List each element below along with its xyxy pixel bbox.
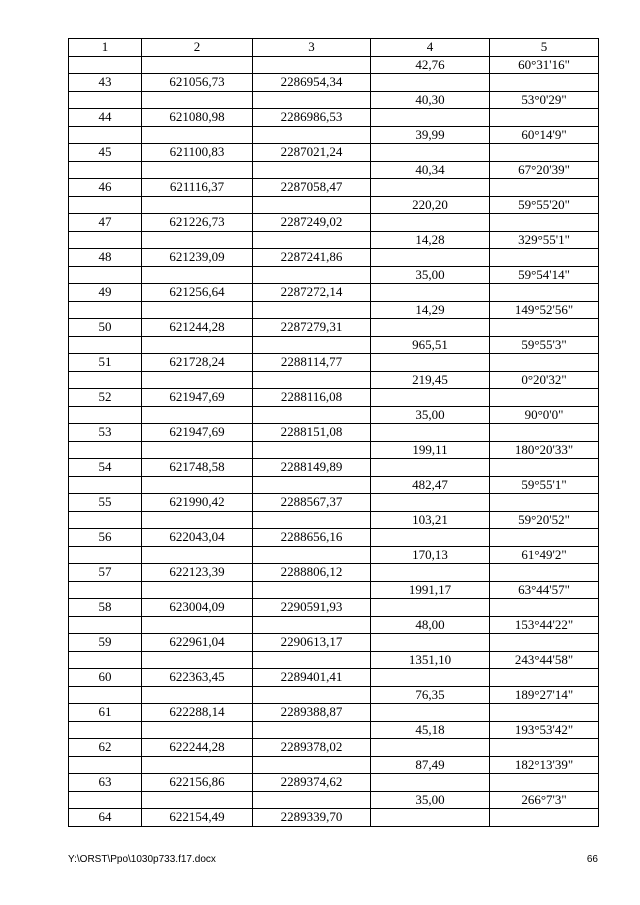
segment-row: [69, 231, 599, 249]
coord-x: 621947,69: [142, 389, 253, 407]
empty-cell: [253, 756, 371, 774]
point-row: [69, 249, 599, 267]
empty-cell: [253, 406, 371, 424]
coord-y: 2288151,08: [253, 424, 371, 442]
empty-cell: [142, 406, 253, 424]
point-number: 50: [69, 319, 142, 337]
coord-y: 2288567,37: [253, 494, 371, 512]
coord-x: 621728,24: [142, 354, 253, 372]
segment-angle: 189°27'14": [490, 686, 599, 704]
empty-cell: [490, 704, 599, 722]
segment-angle: 329°55'1": [490, 231, 599, 249]
empty-cell: [490, 529, 599, 547]
point-row: [69, 74, 599, 92]
point-number: 62: [69, 739, 142, 757]
coord-x: 622123,39: [142, 564, 253, 582]
empty-cell: [371, 389, 490, 407]
empty-cell: [69, 511, 142, 529]
segment-length: 965,51: [371, 336, 490, 354]
segment-row: [69, 371, 599, 389]
segment-length: 42,76: [371, 56, 490, 74]
coord-y: 2288656,16: [253, 529, 371, 547]
segment-row: [69, 301, 599, 319]
point-row: [69, 634, 599, 652]
empty-cell: [371, 74, 490, 92]
coord-x: 622244,28: [142, 739, 253, 757]
point-row: [69, 144, 599, 162]
coord-x: 621226,73: [142, 214, 253, 232]
empty-cell: [69, 616, 142, 634]
segment-row: [69, 406, 599, 424]
point-number: 63: [69, 774, 142, 792]
point-number: 52: [69, 389, 142, 407]
point-number: 53: [69, 424, 142, 442]
coord-y: 2288149,89: [253, 459, 371, 477]
empty-cell: [490, 494, 599, 512]
empty-cell: [69, 651, 142, 669]
point-row: [69, 319, 599, 337]
segment-row: [69, 581, 599, 599]
empty-cell: [490, 669, 599, 687]
coord-y: 2290613,17: [253, 634, 371, 652]
empty-cell: [371, 109, 490, 127]
coord-x: 622363,45: [142, 669, 253, 687]
segment-row: [69, 756, 599, 774]
coord-y: 2287279,31: [253, 319, 371, 337]
empty-cell: [142, 371, 253, 389]
segment-length: 48,00: [371, 616, 490, 634]
empty-cell: [371, 354, 490, 372]
coord-x: 621056,73: [142, 74, 253, 92]
coordinates-table: [68, 38, 599, 827]
segment-length: 35,00: [371, 791, 490, 809]
segment-angle: 53°0'29": [490, 91, 599, 109]
segment-angle: 59°20'52": [490, 511, 599, 529]
empty-cell: [69, 91, 142, 109]
empty-cell: [142, 511, 253, 529]
segment-angle: 193°53'42": [490, 721, 599, 739]
segment-angle: 60°31'16": [490, 56, 599, 74]
empty-cell: [371, 739, 490, 757]
coord-y: 2289401,41: [253, 669, 371, 687]
point-row: [69, 109, 599, 127]
empty-cell: [371, 459, 490, 477]
empty-cell: [142, 91, 253, 109]
point-number: 46: [69, 179, 142, 197]
empty-cell: [371, 424, 490, 442]
empty-cell: [371, 284, 490, 302]
empty-cell: [142, 161, 253, 179]
coord-x: 621239,09: [142, 249, 253, 267]
point-number: 43: [69, 74, 142, 92]
empty-cell: [69, 406, 142, 424]
header-cell-1: 1: [69, 39, 142, 57]
point-number: 61: [69, 704, 142, 722]
empty-cell: [69, 686, 142, 704]
empty-cell: [69, 756, 142, 774]
segment-length: 45,18: [371, 721, 490, 739]
empty-cell: [371, 144, 490, 162]
segment-row: [69, 791, 599, 809]
segment-angle: 59°55'1": [490, 476, 599, 494]
coord-x: 622043,04: [142, 529, 253, 547]
empty-cell: [253, 511, 371, 529]
empty-cell: [371, 704, 490, 722]
point-number: 57: [69, 564, 142, 582]
empty-cell: [142, 336, 253, 354]
empty-cell: [253, 266, 371, 284]
point-row: [69, 284, 599, 302]
empty-cell: [253, 161, 371, 179]
coord-y: 2287021,24: [253, 144, 371, 162]
point-row: [69, 529, 599, 547]
point-row: [69, 704, 599, 722]
coord-x: 621080,98: [142, 109, 253, 127]
segment-row: [69, 441, 599, 459]
empty-cell: [142, 721, 253, 739]
table-body: [69, 56, 599, 826]
empty-cell: [253, 546, 371, 564]
empty-cell: [371, 809, 490, 827]
segment-row: [69, 476, 599, 494]
coord-y: 2287249,02: [253, 214, 371, 232]
point-number: 58: [69, 599, 142, 617]
empty-cell: [490, 249, 599, 267]
segment-length: 1991,17: [371, 581, 490, 599]
segment-angle: 90°0'0": [490, 406, 599, 424]
empty-cell: [69, 266, 142, 284]
coord-y: 2286986,53: [253, 109, 371, 127]
coord-x: 621947,69: [142, 424, 253, 442]
point-number: 55: [69, 494, 142, 512]
empty-cell: [253, 476, 371, 494]
coord-x: 622961,04: [142, 634, 253, 652]
empty-cell: [490, 74, 599, 92]
empty-cell: [490, 179, 599, 197]
coord-y: 2289378,02: [253, 739, 371, 757]
empty-cell: [69, 161, 142, 179]
point-row: [69, 214, 599, 232]
point-number: 64: [69, 809, 142, 827]
segment-angle: 60°14'9": [490, 126, 599, 144]
empty-cell: [490, 774, 599, 792]
point-number: 54: [69, 459, 142, 477]
empty-cell: [142, 56, 253, 74]
segment-length: 39,99: [371, 126, 490, 144]
segment-row: [69, 336, 599, 354]
segment-row: [69, 91, 599, 109]
point-row: [69, 354, 599, 372]
coord-y: 2290591,93: [253, 599, 371, 617]
segment-angle: 149°52'56": [490, 301, 599, 319]
empty-cell: [142, 231, 253, 249]
segment-row: [69, 266, 599, 284]
point-row: [69, 564, 599, 582]
segment-row: [69, 546, 599, 564]
coord-y: 2289374,62: [253, 774, 371, 792]
segment-length: 35,00: [371, 266, 490, 284]
empty-cell: [371, 494, 490, 512]
point-row: [69, 179, 599, 197]
empty-cell: [253, 616, 371, 634]
empty-cell: [490, 634, 599, 652]
segment-angle: 59°55'3": [490, 336, 599, 354]
empty-cell: [142, 196, 253, 214]
empty-cell: [142, 581, 253, 599]
empty-cell: [371, 249, 490, 267]
segment-length: 14,29: [371, 301, 490, 319]
segment-length: 199,11: [371, 441, 490, 459]
point-row: [69, 669, 599, 687]
empty-cell: [490, 809, 599, 827]
segment-row: [69, 651, 599, 669]
empty-cell: [490, 739, 599, 757]
empty-cell: [371, 774, 490, 792]
empty-cell: [371, 319, 490, 337]
segment-length: 219,45: [371, 371, 490, 389]
empty-cell: [371, 564, 490, 582]
empty-cell: [142, 441, 253, 459]
coord-y: 2289339,70: [253, 809, 371, 827]
empty-cell: [490, 424, 599, 442]
coord-y: 2289388,87: [253, 704, 371, 722]
empty-cell: [253, 301, 371, 319]
coord-y: 2287272,14: [253, 284, 371, 302]
empty-cell: [142, 616, 253, 634]
point-number: 60: [69, 669, 142, 687]
coord-x: 621100,83: [142, 144, 253, 162]
segment-length: 40,34: [371, 161, 490, 179]
coord-y: 2287241,86: [253, 249, 371, 267]
header-cell-3: 3: [253, 39, 371, 57]
segment-length: 35,00: [371, 406, 490, 424]
segment-angle: 63°44'57": [490, 581, 599, 599]
segment-row: [69, 721, 599, 739]
empty-cell: [69, 231, 142, 249]
empty-cell: [490, 564, 599, 582]
empty-cell: [69, 476, 142, 494]
empty-cell: [253, 721, 371, 739]
empty-cell: [253, 791, 371, 809]
point-number: 48: [69, 249, 142, 267]
empty-cell: [69, 56, 142, 74]
header-cell-5: 5: [490, 39, 599, 57]
segment-angle: 61°49'2": [490, 546, 599, 564]
segment-angle: 59°55'20": [490, 196, 599, 214]
segment-length: 87,49: [371, 756, 490, 774]
coord-x: 621748,58: [142, 459, 253, 477]
empty-cell: [253, 371, 371, 389]
empty-cell: [490, 109, 599, 127]
empty-cell: [371, 214, 490, 232]
empty-cell: [490, 214, 599, 232]
point-row: [69, 599, 599, 617]
segment-length: 14,28: [371, 231, 490, 249]
empty-cell: [142, 651, 253, 669]
coord-x: 622154,49: [142, 809, 253, 827]
point-row: [69, 424, 599, 442]
empty-cell: [142, 686, 253, 704]
segment-length: 170,13: [371, 546, 490, 564]
segment-row: [69, 161, 599, 179]
empty-cell: [253, 91, 371, 109]
empty-cell: [371, 634, 490, 652]
coord-x: 621116,37: [142, 179, 253, 197]
segment-row: [69, 686, 599, 704]
segment-length: 103,21: [371, 511, 490, 529]
segment-angle: 182°13'39": [490, 756, 599, 774]
empty-cell: [69, 546, 142, 564]
segment-row: [69, 511, 599, 529]
segment-angle: 266°7'3": [490, 791, 599, 809]
empty-cell: [253, 581, 371, 599]
empty-cell: [371, 599, 490, 617]
segment-angle: 67°20'39": [490, 161, 599, 179]
coord-x: 621990,42: [142, 494, 253, 512]
empty-cell: [142, 791, 253, 809]
coord-x: 621244,28: [142, 319, 253, 337]
point-number: 45: [69, 144, 142, 162]
header-cell-4: 4: [371, 39, 490, 57]
point-number: 59: [69, 634, 142, 652]
point-number: 51: [69, 354, 142, 372]
empty-cell: [371, 669, 490, 687]
segment-length: 1351,10: [371, 651, 490, 669]
empty-cell: [490, 354, 599, 372]
empty-cell: [69, 441, 142, 459]
coord-y: 2286954,34: [253, 74, 371, 92]
segment-angle: 243°44'58": [490, 651, 599, 669]
empty-cell: [490, 144, 599, 162]
coord-y: 2288116,08: [253, 389, 371, 407]
empty-cell: [253, 651, 371, 669]
segment-length: 220,20: [371, 196, 490, 214]
empty-cell: [371, 179, 490, 197]
segment-row: [69, 196, 599, 214]
point-number: 56: [69, 529, 142, 547]
segment-row: [69, 126, 599, 144]
empty-cell: [490, 319, 599, 337]
empty-cell: [69, 196, 142, 214]
empty-cell: [142, 476, 253, 494]
segment-angle: 59°54'14": [490, 266, 599, 284]
segment-length: 40,30: [371, 91, 490, 109]
empty-cell: [142, 266, 253, 284]
empty-cell: [371, 529, 490, 547]
empty-cell: [253, 126, 371, 144]
file-path: Y:\ORST\Ppo\1030p733.f17.docx: [68, 854, 216, 865]
header-row: [69, 39, 599, 57]
page-number: 66: [586, 854, 598, 865]
empty-cell: [69, 301, 142, 319]
point-row: [69, 739, 599, 757]
header-cell-2: 2: [142, 39, 253, 57]
empty-cell: [253, 196, 371, 214]
coord-x: 622156,86: [142, 774, 253, 792]
empty-cell: [69, 791, 142, 809]
segment-length: 482,47: [371, 476, 490, 494]
empty-cell: [490, 599, 599, 617]
empty-cell: [69, 721, 142, 739]
segment-row: [69, 616, 599, 634]
empty-cell: [142, 126, 253, 144]
empty-cell: [253, 336, 371, 354]
point-row: [69, 774, 599, 792]
point-row: [69, 389, 599, 407]
empty-cell: [69, 126, 142, 144]
point-row: [69, 459, 599, 477]
segment-length: 76,35: [371, 686, 490, 704]
coord-y: 2288806,12: [253, 564, 371, 582]
empty-cell: [69, 581, 142, 599]
empty-cell: [142, 546, 253, 564]
empty-cell: [69, 336, 142, 354]
coord-y: 2287058,47: [253, 179, 371, 197]
empty-cell: [142, 756, 253, 774]
segment-angle: 0°20'32": [490, 371, 599, 389]
point-number: 49: [69, 284, 142, 302]
empty-cell: [142, 301, 253, 319]
coord-x: 621256,64: [142, 284, 253, 302]
point-row: [69, 494, 599, 512]
empty-cell: [490, 389, 599, 407]
point-number: 44: [69, 109, 142, 127]
empty-cell: [253, 441, 371, 459]
empty-cell: [490, 284, 599, 302]
empty-cell: [253, 231, 371, 249]
coord-x: 622288,14: [142, 704, 253, 722]
segment-angle: 180°20'33": [490, 441, 599, 459]
empty-cell: [253, 686, 371, 704]
coord-x: 623004,09: [142, 599, 253, 617]
point-row: [69, 809, 599, 827]
segment-row: [69, 56, 599, 74]
segment-angle: 153°44'22": [490, 616, 599, 634]
empty-cell: [253, 56, 371, 74]
empty-cell: [69, 371, 142, 389]
coord-y: 2288114,77: [253, 354, 371, 372]
point-number: 47: [69, 214, 142, 232]
empty-cell: [490, 459, 599, 477]
